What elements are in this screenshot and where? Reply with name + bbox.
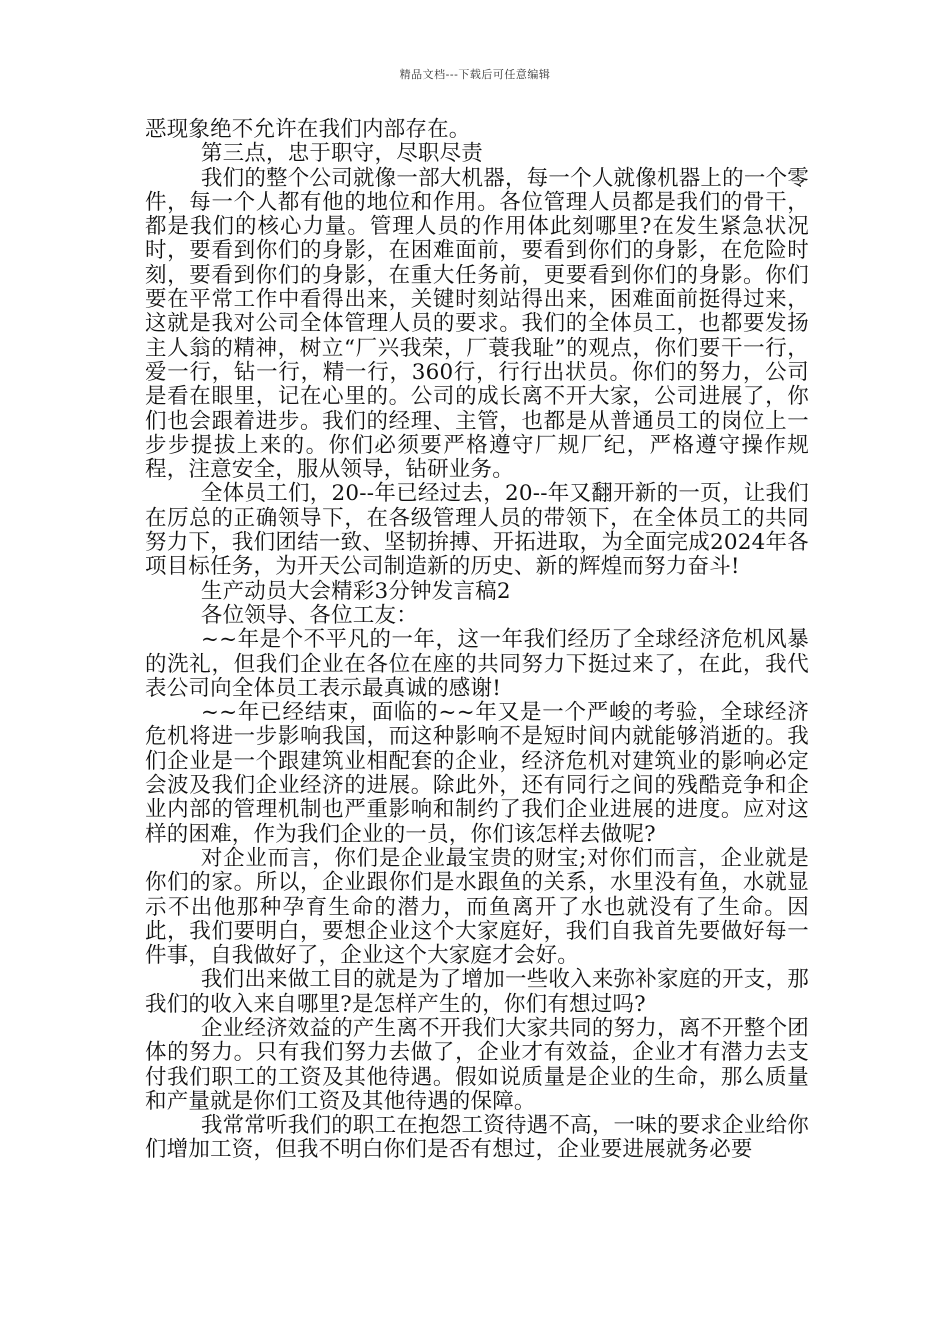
paragraph: 我们出来做工目的就是为了增加一些收入来弥补家庭的开支，那我们的收入来自哪里?是怎样产生的，你们有想过吗?: [145, 967, 809, 1017]
document-body: [145, 118, 809, 1163]
paragraph: 恶现象绝不允许在我们内部存在。: [145, 117, 471, 142]
section-heading: 第三点，忠于职守，尽职尽责: [200, 141, 483, 167]
paragraph: 企业经济效益的产生离不开我们大家共同的努力，离不开整个团体的努力。只有我们努力去做了，企业才有效益，企业才有潜力去支付我们职工的工资及其他待遇。假如说质量是企业的生命，那么质量和产量就是你们工资及其他待遇的保障。: [145, 1015, 809, 1114]
page-header: 精品文档---下载后可任意编辑: [399, 68, 551, 81]
paragraph: 全体员工们，20--年已经过去，20--年又翻开新的一页，让我们在厉总的正确领导下，在各级管理人员的带领下，在全体员工的共同努力下，我们团结一致、坚韧拚搏、开拓进取，为全面完成2024年各项目标任务，为开天公司制造新的历史、新的辉煌而努力奋斗!: [145, 481, 809, 580]
paragraph: ~~年已经结束，面临的~~年又是一个严峻的考验，全球经济危机将进一步影响我国，而这种影响不是短时间内就能够消逝的。我们企业是一个跟建筑业相配套的企业，经济危机对建筑业的影响必定会波及我们企业经济的进展。除此外，还有同行之间的残酷竞争和企业内部的管理机制也严重影响和制约了我们企业进展的进度。应对这样的困难，作为我们企业的一员，你们该怎样去做呢?: [145, 700, 809, 847]
section-title: 生产动员大会精彩3分钟发言稿2: [200, 578, 511, 604]
paragraph: ~~年是个不平凡的一年，这一年我们经历了全球经济危机风暴的洗礼，但我们企业在各位在座的共同努力下挺过来了，在此，我代表公司向全体员工表示最真诚的感谢!: [145, 627, 809, 701]
paragraph: 我们的整个公司就像一部大机器，每一个人就像机器上的一个零件，每一个人都有他的地位和作用。各位管理人员都是我们的骨干，都是我们的核心力量。管理人员的作用体此刻哪里?在发生紧急状况时，要看到你们的身影，在困难面前，要看到你们的身影，在危险时刻，要看到你们的身影，在重大任务前，更要看到你们的身影。你们要在平常工作中看得出来，关键时刻站得出来，困难面前挺得过来，这就是我对公司全体管理人员的要求。我们的全体员工，也都要发扬主人翁的精神，树立“厂兴我荣，厂蓑我耻”的观点，你们要干一行，爱一行，钻一行，精一行，360行，行行出状员。你们的努力，公司是看在眼里，记在心里的。公司的成长离不开大家，公司进展了，你们也会跟着进步。我们的经理、主管，也都是从普通员工的岗位上一步步提拔上来的。你们必须要严格遵守厂规厂纪，严格遵守操作规程，注意安全，服从领导，钻研业务。: [145, 165, 809, 483]
paragraph: 我常常听我们的职工在抱怨工资待遇不高，一味的要求企业给你们增加工资，但我不明白你们是否有想过，企业要进展就务必要: [145, 1113, 809, 1163]
paragraph: 对企业而言，你们是企业最宝贵的财宝;对你们而言，企业就是你们的家。所以，企业跟你们是水跟鱼的关系，水里没有鱼，水就显示不出他那种孕育生命的潜力，而鱼离开了水也就没有了生命。因此，我们要明白，要想企业这个大家庭好，我们自我首先要做好每一件事，自我做好了，企业这个大家庭才会好。: [145, 845, 809, 969]
salutation: 各位领导、各位工友：: [200, 602, 418, 628]
